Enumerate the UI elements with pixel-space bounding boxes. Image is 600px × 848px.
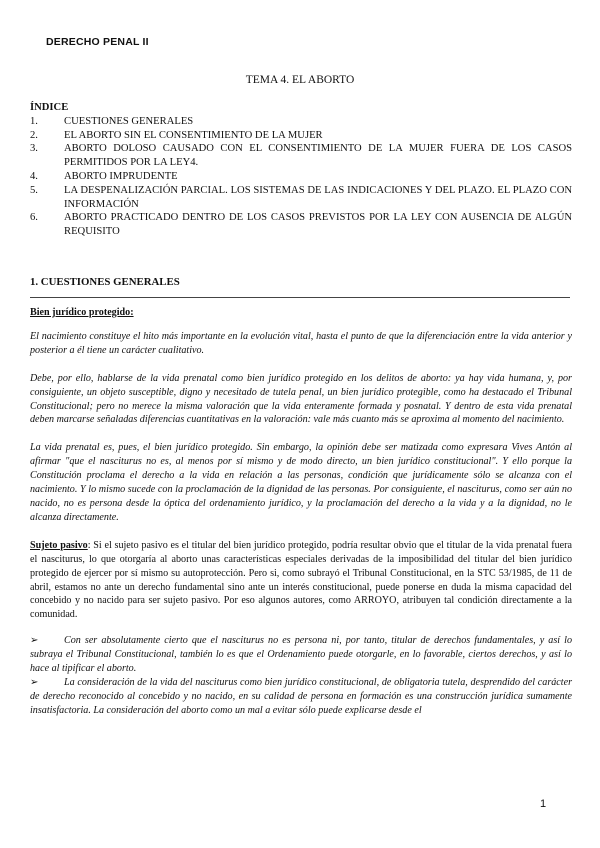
index-item (30, 184, 572, 212)
index-item-number: 2. (30, 129, 38, 141)
index-block (30, 101, 572, 239)
paragraph: La vida prenatal es, pues, el bien jurídico protegido. Sin embargo, la opinión debe ser matizada como expresara Vives Antón al afirmar "que el nasciturus no es, al menos por sí mismo y de modo directo, un bien jurídico constitucional". Y ello porque la Constitución proclama el derecho a la vida en relación a las personas, condición que jurídicamente sólo se alcanza con el nacimiento. Y lo mismo sucede con la proclamación de la dignidad de las personas. Por consiguiente, el nasciturus, como ser aún no nacido, no es persona desde la óptica del ordenamiento jurídico, y la proclamación del derecho a la vida y a la dignidad, no le alcanza directamente. (30, 442, 572, 523)
index-item-text: EL ABORTO SIN EL CONSENTIMIENTO DE LA MUJER (64, 129, 323, 141)
paragraph-sujeto-pasivo (30, 539, 572, 622)
arrow-bullet-icon: ➢ (30, 676, 39, 688)
body-text (30, 306, 572, 718)
bullet-item (30, 676, 572, 718)
term-label: Sujeto pasivo (30, 539, 88, 551)
index-item (30, 170, 572, 184)
index-item-number: 3. (30, 143, 38, 155)
section-divider (30, 297, 570, 298)
index-item (30, 142, 572, 170)
course-header: DERECHO PENAL II (46, 36, 149, 48)
paragraph: Debe, por ello, hablarse de la vida prenatal como bien jurídico protegido en los delitos de aborto: ya hay vida humana, y, por consiguiente, un objeto susceptible, digno y necesitado de tutela penal, un bien jurídico protegible, como ha destacado el Tribunal Constitucional; pero no merece la misma valoración que la vida enteramente formada y posnatal. Y dentro de esta vida prenatal deben marcarse señaladas diferencias cuantitativas en la valoración: vale más cuanto más se aproxima al momento del nacimiento. (30, 372, 572, 426)
index-heading: ÍNDICE (30, 102, 69, 113)
paragraph-text: : Si el sujeto pasivo es el titular del bien jurídico protegido, podría resultar obvio que el titular de la vida prenatal fuera el nasciturus, lo que otorgaría al aborto unas características especiales derivadas de la imposibilidad del titular del bien jurídico protegido de ejercer por sí mismo su autoprotección. Pero si, como subrayó el Tribunal Constitucional, en la STC 53/1985, de 11 de abril, estamos no ante un derecho fundamental sino ante un interés constitucional, puede ponerse en duda la misma capacidad del concebido y no nacido para ser sujeto pasivo. Por eso algunos autores, como ARROYO, atribuyen tal condición directamente a la comunidad. (30, 539, 572, 621)
page-number: 1 (540, 798, 547, 810)
subheading: Bien jurídico protegido: (30, 307, 134, 318)
section-heading: 1. CUESTIONES GENERALES (30, 276, 180, 288)
index-item-number: 1. (30, 115, 38, 127)
bullet-text: La consideración de la vida del nasciturus como bien jurídico constitucional, de obligatoria tutela, desprendido del carácter de derecho reconocido al concebido y no nacido, en su calidad de persona en formación es una construcción jurídica sumamente insatisfactoria. La consideración del aborto como un mal a evitar sólo puede explicarse desde el (30, 676, 572, 716)
index-item (30, 211, 572, 239)
index-item (30, 129, 572, 143)
paragraph: El nacimiento constituye el hito más importante en la evolución vital, hasta el punto de que la diferenciación entre la vida anterior y posterior a él tiene un carácter cualitativo. (30, 330, 572, 356)
index-item-number: 4. (30, 170, 38, 182)
index-item-text: LA DESPENALIZACIÓN PARCIAL. LOS SISTEMAS DE LAS INDICACIONES Y DEL PLAZO. EL PLAZO CON INFORMACIÓN (64, 184, 572, 210)
index-item-text: ABORTO DOLOSO CAUSADO CON EL CONSENTIMIENTO DE LA MUJER FUERA DE LOS CASOS PERMITIDOS POR LA LEY4. (64, 143, 572, 169)
bullet-item (30, 634, 572, 676)
index-item (30, 115, 572, 129)
index-item-number: 5. (30, 184, 38, 196)
page-title: TEMA 4. EL ABORTO (245, 74, 355, 86)
index-item-text: CUESTIONES GENERALES (64, 115, 194, 127)
bullet-text: Con ser absolutamente cierto que el nasciturus no es persona ni, por tanto, titular de derechos fundamentales, y así lo subraya el Tribunal Constitucional, también lo es que el Ordenamiento puede otorgarle, en lo favorable, ciertos derechos, y así lo hace al tipificar el aborto. (30, 635, 572, 675)
arrow-bullet-icon: ➢ (30, 635, 39, 647)
index-item-number: 6. (30, 212, 38, 224)
index-item-text: ABORTO IMPRUDENTE (64, 170, 178, 182)
index-item-text: ABORTO PRACTICADO DENTRO DE LOS CASOS PREVISTOS POR LA LEY CON AUSENCIA DE ALGÚN REQUISITO (64, 212, 572, 238)
